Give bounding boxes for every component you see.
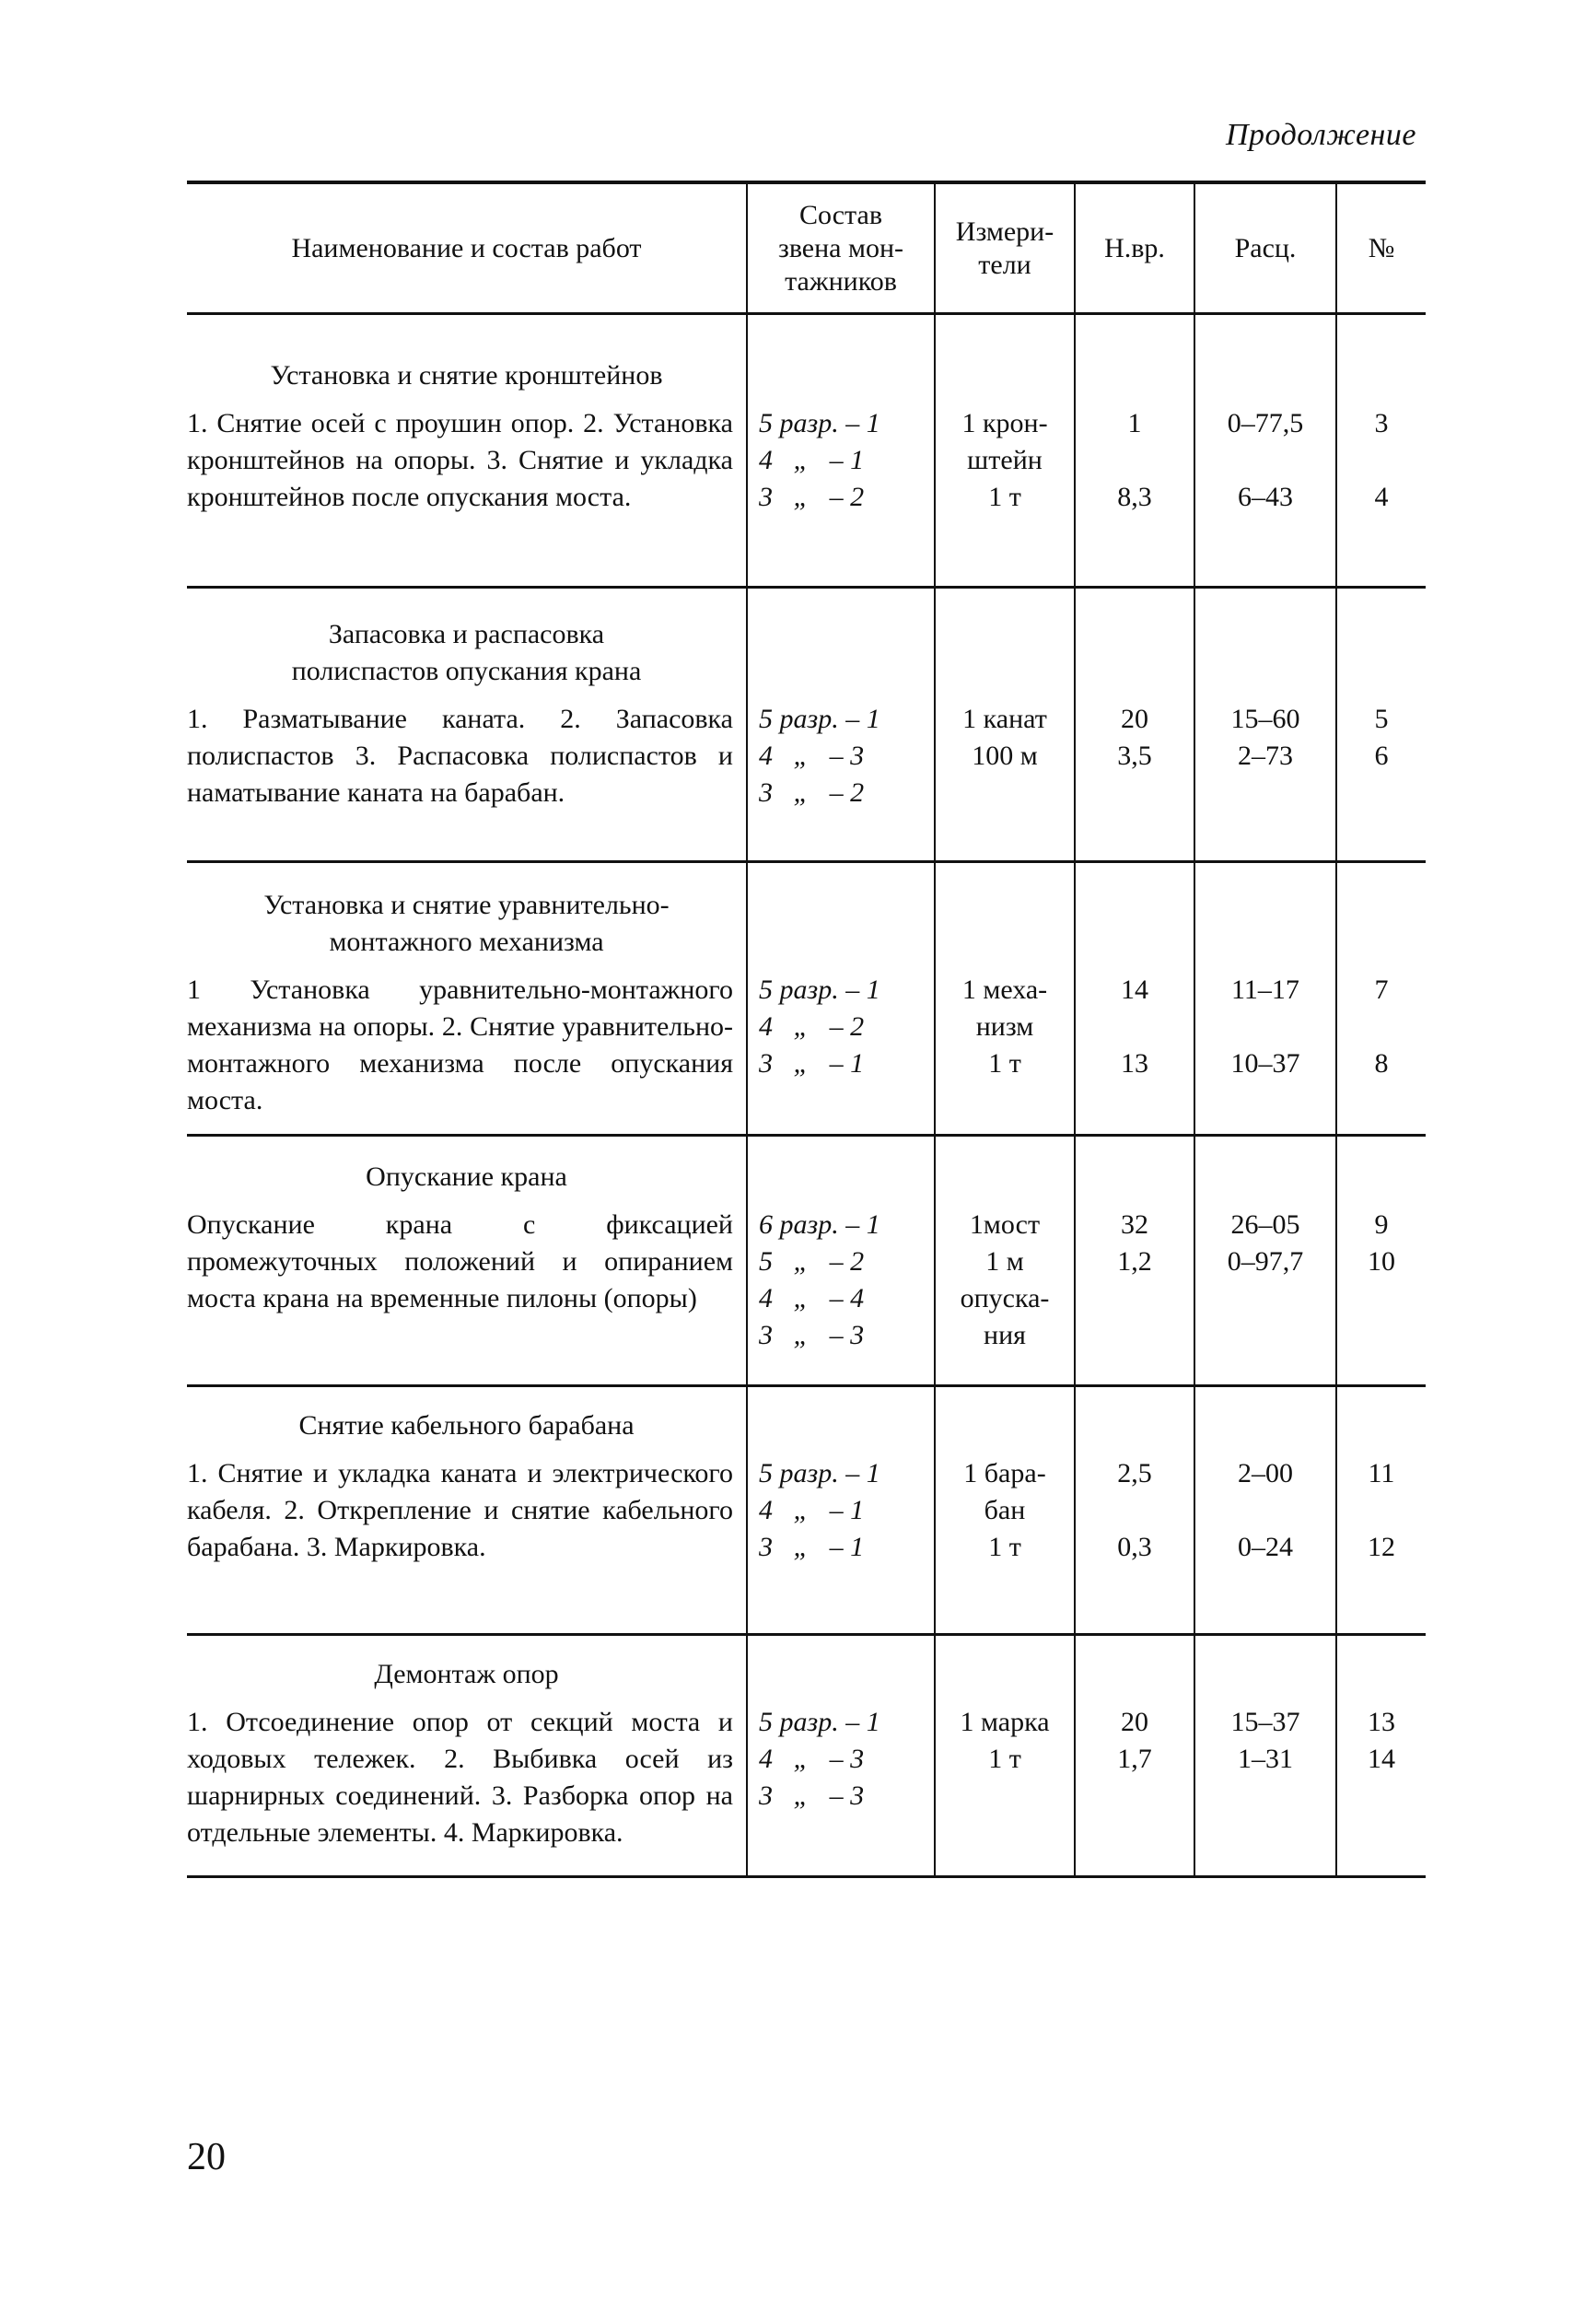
unit-cell (934, 315, 1074, 589)
crew-cell (746, 315, 934, 589)
page-number: 20 (187, 2136, 226, 2178)
norm-line: 1 (1127, 408, 1142, 438)
number-cell (1335, 315, 1426, 589)
number-line (1337, 442, 1426, 479)
section-description: 1. Отсоединение опор от секций моста и ходовых тележек. 2. Выбивка осей из шарнирных соединений. 3. Разборка опор на отдельные элементы. 4. Маркировка. (187, 1707, 733, 1848)
norm-line: 14 (1121, 975, 1148, 1005)
rate-line (1195, 1492, 1335, 1529)
norm-line: 13 (1121, 1048, 1148, 1079)
norm-line: 0,3 (1117, 1532, 1152, 1562)
section-title: Опускание крана (366, 1161, 567, 1192)
unit-line: 1 м (985, 1246, 1024, 1277)
unit-line: 1 крон- (961, 408, 1048, 438)
number-line: 8 (1374, 1048, 1389, 1079)
crew-line: 3 „ – 1 (759, 1048, 865, 1079)
unit-cell (934, 863, 1074, 1137)
number-line: 9 (1374, 1209, 1389, 1240)
number-line (1337, 1009, 1426, 1045)
rate-cell (1194, 1636, 1335, 1878)
norm-cell (1074, 315, 1194, 589)
norm-line: 3,5 (1117, 741, 1152, 771)
unit-cell (934, 1387, 1074, 1636)
number-cell (1335, 863, 1426, 1137)
crew-cell (746, 1387, 934, 1636)
crew-line: 6 разр. – 1 (759, 1209, 880, 1240)
unit-cell (934, 1137, 1074, 1387)
section-title: Демонтаж опор (374, 1659, 559, 1689)
col-header-unit: Измери- тели (934, 181, 1074, 315)
rate-line: 0–77,5 (1227, 408, 1304, 438)
crew-line: 4 „ – 1 (759, 445, 865, 475)
section-name-cell (187, 1137, 746, 1387)
crew-line: 5 разр. – 1 (759, 408, 880, 438)
rate-cell (1194, 863, 1335, 1137)
unit-line: 1 т (988, 482, 1021, 512)
unit-line: 100 м (972, 741, 1038, 771)
crew-line: 4 „ – 1 (759, 1495, 865, 1525)
crew-line: 5 разр. – 1 (759, 1707, 880, 1737)
unit-line: ния (984, 1320, 1026, 1350)
crew-line: 3 „ – 2 (759, 777, 865, 808)
col-header-rate: Расц. (1194, 181, 1335, 315)
section-name-cell (187, 863, 746, 1137)
section-name-cell (187, 1636, 746, 1878)
section-title: Запасовка и распасовка полиспастов опускания крана (291, 619, 642, 686)
section-description: 1 Установка уравнительно-монтажного механизма на опоры. 2. Снятие уравнительно-монтажного механизма после опускания моста. (187, 975, 733, 1115)
unit-line: 1 меха- (961, 975, 1048, 1005)
crew-line: 5 разр. – 1 (759, 1458, 880, 1488)
norm-line: 8,3 (1117, 482, 1152, 512)
rate-cell (1194, 1387, 1335, 1636)
number-line: 10 (1368, 1246, 1395, 1277)
number-line (1337, 1492, 1426, 1529)
number-cell (1335, 1636, 1426, 1878)
section-name-cell (187, 315, 746, 589)
rate-cell (1194, 589, 1335, 863)
rate-line: 2–73 (1238, 741, 1293, 771)
rate-line (1195, 442, 1335, 479)
crew-cell (746, 1636, 934, 1878)
number-line: 6 (1374, 741, 1389, 771)
section-title: Установка и снятие кронштейнов (270, 360, 663, 391)
crew-line: 3 „ – 3 (759, 1320, 865, 1350)
section-name-cell (187, 1387, 746, 1636)
number-line: 5 (1374, 704, 1389, 734)
section-description: 1. Снятие и укладка каната и электрического кабеля. 2. Открепление и снятие кабельного барабана. 3. Маркировка. (187, 1458, 733, 1562)
crew-line: 5 разр. – 1 (759, 704, 880, 734)
unit-line: 1мост (969, 1209, 1041, 1240)
rate-line: 15–37 (1230, 1707, 1300, 1737)
norm-line: 20 (1121, 704, 1148, 734)
col-header-number: № (1335, 181, 1426, 315)
number-cell (1335, 1137, 1426, 1387)
unit-line: 1 канат (962, 704, 1047, 734)
norm-line: 20 (1121, 1707, 1148, 1737)
norm-line (1076, 1492, 1194, 1529)
crew-line: 4 „ – 3 (759, 741, 865, 771)
rate-line: 6–43 (1238, 482, 1293, 512)
unit-cell (934, 1636, 1074, 1878)
crew-cell (746, 589, 934, 863)
norm-line (1076, 1009, 1194, 1045)
norm-cell (1074, 1137, 1194, 1387)
norm-line (1076, 442, 1194, 479)
crew-line: 4 „ – 3 (759, 1744, 865, 1774)
number-line: 3 (1374, 408, 1389, 438)
section-title: Снятие кабельного барабана (298, 1410, 635, 1441)
norm-cell (1074, 1636, 1194, 1878)
norm-line: 2,5 (1117, 1458, 1152, 1488)
crew-line: 5 разр. – 1 (759, 975, 880, 1005)
crew-cell (746, 863, 934, 1137)
number-line: 14 (1368, 1744, 1395, 1774)
number-line: 13 (1368, 1707, 1395, 1737)
number-line: 11 (1368, 1458, 1395, 1488)
norm-line: 1,7 (1117, 1744, 1152, 1774)
rate-line: 11–17 (1231, 975, 1299, 1005)
unit-cell (934, 589, 1074, 863)
norm-cell (1074, 589, 1194, 863)
crew-line: 5 „ – 2 (759, 1246, 865, 1277)
rate-cell (1194, 1137, 1335, 1387)
unit-line: бан (984, 1495, 1026, 1525)
col-header-crew: Состав звена мон- тажников (746, 181, 934, 315)
number-cell (1335, 589, 1426, 863)
unit-line: низм (975, 1011, 1034, 1042)
section-name-cell (187, 589, 746, 863)
unit-line: 1 бара- (963, 1458, 1046, 1488)
crew-line: 4 „ – 2 (759, 1011, 865, 1042)
norm-line: 32 (1121, 1209, 1148, 1240)
number-cell (1335, 1387, 1426, 1636)
crew-line: 3 „ – 3 (759, 1780, 865, 1811)
number-line: 4 (1374, 482, 1389, 512)
section-description: 1. Снятие осей с проушин опор. 2. Установка кронштейнов на опоры. 3. Снятие и укладка кронштейнов после опускания моста. (187, 408, 733, 512)
section-description: Опускание крана с фиксацией промежуточных положений и опиранием моста крана на временные пилоны (опоры) (187, 1209, 733, 1313)
unit-line: 1 т (988, 1744, 1021, 1774)
rate-line: 0–24 (1238, 1532, 1293, 1562)
unit-line: опуска- (960, 1283, 1050, 1313)
col-header-norm: Н.вр. (1074, 181, 1194, 315)
unit-line: 1 т (988, 1048, 1021, 1079)
crew-line: 4 „ – 4 (759, 1283, 865, 1313)
rate-line: 2–00 (1238, 1458, 1293, 1488)
unit-line: штейн (967, 445, 1043, 475)
section-description: 1. Разматывание каната. 2. Запасовка полиспастов 3. Распасовка полиспастов и наматывание каната на барабан. (187, 704, 733, 808)
unit-line: 1 марка (960, 1707, 1050, 1737)
norm-cell (1074, 1387, 1194, 1636)
section-title: Установка и снятие уравнительно- монтажного механизма (263, 890, 670, 957)
number-line: 7 (1374, 975, 1389, 1005)
rate-line: 26–05 (1230, 1209, 1300, 1240)
norm-cell (1074, 863, 1194, 1137)
work-norms-table (187, 181, 1426, 1878)
crew-cell (746, 1137, 934, 1387)
continuation-label: Продолжение (1225, 118, 1416, 152)
col-header-name: Наименование и состав работ (187, 181, 746, 315)
crew-line: 3 „ – 2 (759, 482, 865, 512)
crew-line: 3 „ – 1 (759, 1532, 865, 1562)
unit-line: 1 т (988, 1532, 1021, 1562)
rate-line: 0–97,7 (1227, 1246, 1304, 1277)
number-line: 12 (1368, 1532, 1395, 1562)
rate-line: 1–31 (1238, 1744, 1293, 1774)
rate-line: 10–37 (1230, 1048, 1300, 1079)
rate-line (1195, 1009, 1335, 1045)
norm-line: 1,2 (1117, 1246, 1152, 1277)
rate-line: 15–60 (1230, 704, 1300, 734)
rate-cell (1194, 315, 1335, 589)
